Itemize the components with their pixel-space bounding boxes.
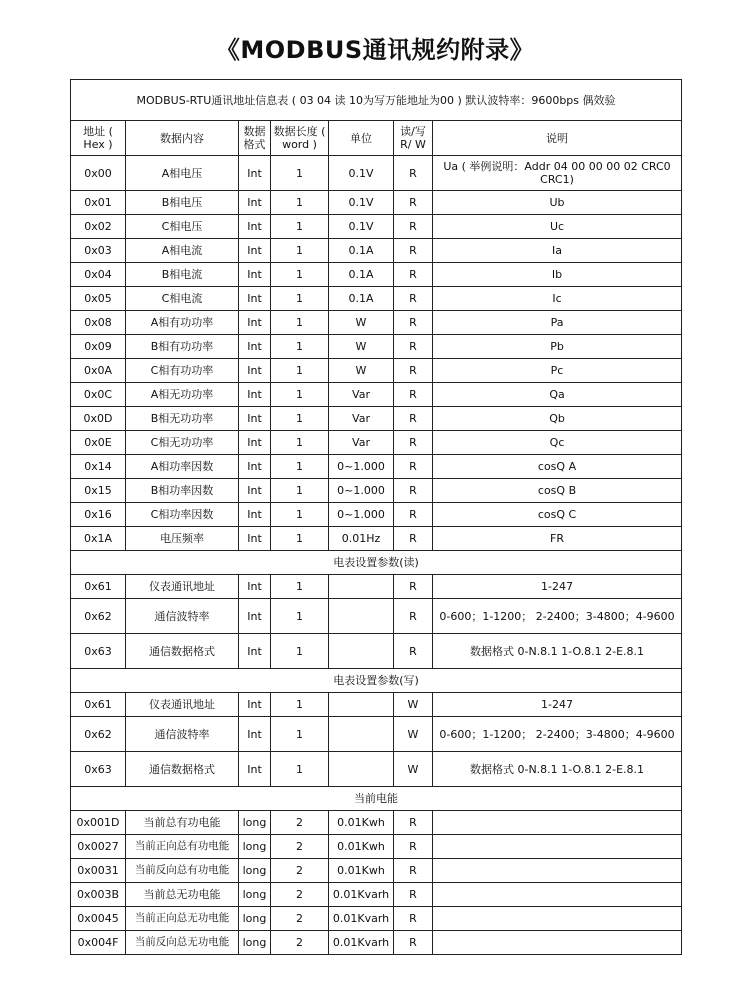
cell-addr: 0x004F (71, 931, 126, 955)
cell-desc: 数据格式 0-N.8.1 1-O.8.1 2-E.8.1 (433, 634, 682, 669)
cell-addr: 0x0027 (71, 835, 126, 859)
cell-content: B相电压 (126, 191, 239, 215)
cell-length: 1 (271, 287, 329, 311)
cell-unit: 0.01Kwh (329, 859, 394, 883)
cell-format: Int (239, 599, 271, 634)
cell-length: 1 (271, 455, 329, 479)
cell-content: C相电压 (126, 215, 239, 239)
cell-content: B相功率因数 (126, 479, 239, 503)
cell-unit: 0.1A (329, 287, 394, 311)
table-row (71, 527, 682, 551)
cell-unit: 0~1.000 (329, 479, 394, 503)
table-row (71, 811, 682, 835)
cell-content: B相电流 (126, 263, 239, 287)
cell-rw: R (394, 239, 433, 263)
cell-addr: 0x04 (71, 263, 126, 287)
cell-addr: 0x16 (71, 503, 126, 527)
cell-length: 1 (271, 359, 329, 383)
cell-rw: R (394, 883, 433, 907)
cell-length: 1 (271, 634, 329, 669)
cell-desc (433, 835, 682, 859)
cell-addr: 0x0A (71, 359, 126, 383)
section-row (71, 551, 682, 575)
cell-content: B相无功功率 (126, 407, 239, 431)
section-row (71, 787, 682, 811)
cell-unit: 0~1.000 (329, 503, 394, 527)
cell-desc: Uc (433, 215, 682, 239)
cell-content: C相无功功率 (126, 431, 239, 455)
cell-content: B相有功功率 (126, 335, 239, 359)
cell-addr: 0x0E (71, 431, 126, 455)
table-header-row (71, 121, 682, 156)
cell-desc: 0-600；1-1200； 2-2400；3-4800；4-9600 (433, 599, 682, 634)
cell-desc: Ib (433, 263, 682, 287)
modbus-address-table (70, 79, 682, 955)
table-row (71, 717, 682, 752)
cell-addr: 0x08 (71, 311, 126, 335)
cell-unit: Var (329, 431, 394, 455)
cell-addr: 0x63 (71, 752, 126, 787)
cell-rw: R (394, 191, 433, 215)
cell-format: long (239, 811, 271, 835)
cell-desc (433, 907, 682, 931)
cell-format: Int (239, 752, 271, 787)
table-row (71, 859, 682, 883)
cell-rw: W (394, 717, 433, 752)
table-row (71, 883, 682, 907)
header-length: 数据长度 ( word ) (271, 121, 329, 156)
cell-desc: FR (433, 527, 682, 551)
cell-content: C相功率因数 (126, 503, 239, 527)
cell-unit: 0~1.000 (329, 455, 394, 479)
cell-rw: R (394, 527, 433, 551)
cell-content: 当前正向总有功电能 (126, 835, 239, 859)
cell-format: Int (239, 455, 271, 479)
cell-unit (329, 634, 394, 669)
cell-length: 1 (271, 503, 329, 527)
table-row (71, 215, 682, 239)
cell-length: 2 (271, 907, 329, 931)
cell-rw: R (394, 287, 433, 311)
cell-length: 1 (271, 239, 329, 263)
cell-addr: 0x0C (71, 383, 126, 407)
cell-addr: 0x0D (71, 407, 126, 431)
cell-unit: 0.01Kvarh (329, 931, 394, 955)
table-row (71, 191, 682, 215)
cell-format: Int (239, 383, 271, 407)
cell-rw: R (394, 811, 433, 835)
cell-rw: R (394, 359, 433, 383)
cell-format: Int (239, 215, 271, 239)
cell-format: Int (239, 634, 271, 669)
table-row (71, 693, 682, 717)
cell-content: 电压频率 (126, 527, 239, 551)
cell-rw: R (394, 383, 433, 407)
table-row (71, 835, 682, 859)
cell-desc (433, 883, 682, 907)
cell-unit: Var (329, 383, 394, 407)
cell-unit: 0.1V (329, 191, 394, 215)
cell-content: 仪表通讯地址 (126, 693, 239, 717)
header-content: 数据内容 (126, 121, 239, 156)
table-row (71, 263, 682, 287)
cell-desc: Ua ( 举例说明：Addr 04 00 00 00 02 CRC0 CRC1) (433, 156, 682, 191)
cell-desc (433, 859, 682, 883)
cell-content: A相电流 (126, 239, 239, 263)
cell-unit: 0.01Kwh (329, 811, 394, 835)
cell-content: 通信波特率 (126, 717, 239, 752)
table-row (71, 156, 682, 191)
cell-unit: W (329, 335, 394, 359)
table-row (71, 359, 682, 383)
cell-content: A相电压 (126, 156, 239, 191)
table-row (71, 335, 682, 359)
cell-length: 1 (271, 335, 329, 359)
cell-desc (433, 931, 682, 955)
cell-format: Int (239, 287, 271, 311)
cell-format: Int (239, 156, 271, 191)
cell-length: 1 (271, 599, 329, 634)
cell-content: A相无功功率 (126, 383, 239, 407)
section-row (71, 669, 682, 693)
cell-desc: Qa (433, 383, 682, 407)
cell-unit (329, 717, 394, 752)
table-row (71, 479, 682, 503)
cell-rw: R (394, 407, 433, 431)
cell-length: 2 (271, 883, 329, 907)
cell-length: 1 (271, 717, 329, 752)
cell-content: 当前反向总无功电能 (126, 931, 239, 955)
cell-desc: Ia (433, 239, 682, 263)
cell-desc: cosQ A (433, 455, 682, 479)
header-format: 数据格式 (239, 121, 271, 156)
cell-unit (329, 752, 394, 787)
cell-unit (329, 693, 394, 717)
cell-content: 通信数据格式 (126, 752, 239, 787)
cell-format: long (239, 883, 271, 907)
section-title: 电表设置参数(写) (71, 669, 682, 693)
cell-rw: R (394, 156, 433, 191)
header-unit: 单位 (329, 121, 394, 156)
cell-unit: 0.01Kvarh (329, 883, 394, 907)
cell-format: Int (239, 407, 271, 431)
header-rw: 读/写 R/ W (394, 121, 433, 156)
cell-length: 1 (271, 383, 329, 407)
cell-desc: Qb (433, 407, 682, 431)
cell-length: 2 (271, 835, 329, 859)
cell-addr: 0x05 (71, 287, 126, 311)
cell-desc: Pb (433, 335, 682, 359)
table-row (71, 599, 682, 634)
cell-length: 1 (271, 215, 329, 239)
cell-rw: R (394, 479, 433, 503)
cell-format: Int (239, 191, 271, 215)
cell-length: 1 (271, 431, 329, 455)
cell-addr: 0x62 (71, 599, 126, 634)
table-row (71, 752, 682, 787)
cell-content: 通信数据格式 (126, 634, 239, 669)
cell-content: 当前反向总有功电能 (126, 859, 239, 883)
cell-format: Int (239, 311, 271, 335)
table-row (71, 239, 682, 263)
cell-format: Int (239, 503, 271, 527)
cell-format: Int (239, 263, 271, 287)
cell-addr: 0x14 (71, 455, 126, 479)
cell-desc: 1-247 (433, 693, 682, 717)
header-addr: 地址 ( Hex ) (71, 121, 126, 156)
cell-unit: W (329, 311, 394, 335)
cell-length: 1 (271, 752, 329, 787)
cell-desc: 0-600；1-1200； 2-2400；3-4800；4-9600 (433, 717, 682, 752)
cell-unit: 0.1A (329, 263, 394, 287)
cell-content: 当前总无功电能 (126, 883, 239, 907)
cell-rw: W (394, 693, 433, 717)
cell-format: long (239, 907, 271, 931)
cell-content: 当前总有功电能 (126, 811, 239, 835)
cell-addr: 0x62 (71, 717, 126, 752)
table-row (71, 634, 682, 669)
cell-length: 1 (271, 527, 329, 551)
cell-addr: 0x02 (71, 215, 126, 239)
cell-content: 当前正向总无功电能 (126, 907, 239, 931)
cell-rw: R (394, 907, 433, 931)
cell-format: Int (239, 527, 271, 551)
page-title: 《MODBUS通讯规约附录》 (215, 36, 535, 64)
cell-addr: 0x09 (71, 335, 126, 359)
cell-rw: W (394, 752, 433, 787)
cell-unit: 0.01Kwh (329, 835, 394, 859)
cell-addr: 0x61 (71, 575, 126, 599)
cell-rw: R (394, 455, 433, 479)
cell-desc: 数据格式 0-N.8.1 1-O.8.1 2-E.8.1 (433, 752, 682, 787)
cell-unit: Var (329, 407, 394, 431)
section-title: 当前电能 (71, 787, 682, 811)
cell-rw: R (394, 335, 433, 359)
cell-rw: R (394, 263, 433, 287)
cell-addr: 0x003B (71, 883, 126, 907)
cell-content: 仪表通讯地址 (126, 575, 239, 599)
cell-addr: 0x61 (71, 693, 126, 717)
cell-length: 1 (271, 263, 329, 287)
cell-format: Int (239, 431, 271, 455)
cell-rw: R (394, 575, 433, 599)
cell-content: C相有功功率 (126, 359, 239, 383)
cell-length: 1 (271, 693, 329, 717)
cell-addr: 0x1A (71, 527, 126, 551)
cell-format: long (239, 931, 271, 955)
table-caption-row (71, 80, 682, 121)
cell-desc: 1-247 (433, 575, 682, 599)
table-row (71, 907, 682, 931)
cell-format: Int (239, 335, 271, 359)
cell-rw: R (394, 859, 433, 883)
cell-desc: Pc (433, 359, 682, 383)
cell-content: 通信波特率 (126, 599, 239, 634)
cell-addr: 0x01 (71, 191, 126, 215)
table-row (71, 575, 682, 599)
cell-length: 2 (271, 931, 329, 955)
cell-length: 1 (271, 156, 329, 191)
cell-format: Int (239, 239, 271, 263)
cell-addr: 0x03 (71, 239, 126, 263)
cell-unit: 0.1V (329, 156, 394, 191)
cell-addr: 0x0045 (71, 907, 126, 931)
section-title: 电表设置参数(读) (71, 551, 682, 575)
cell-content: A相有功功率 (126, 311, 239, 335)
cell-desc (433, 811, 682, 835)
cell-rw: R (394, 215, 433, 239)
cell-format: Int (239, 359, 271, 383)
table-row (71, 311, 682, 335)
cell-length: 1 (271, 407, 329, 431)
cell-addr: 0x00 (71, 156, 126, 191)
cell-desc: Ic (433, 287, 682, 311)
cell-format: Int (239, 575, 271, 599)
cell-length: 2 (271, 859, 329, 883)
cell-content: C相电流 (126, 287, 239, 311)
table-row (71, 407, 682, 431)
cell-addr: 0x0031 (71, 859, 126, 883)
cell-rw: R (394, 599, 433, 634)
cell-addr: 0x63 (71, 634, 126, 669)
table-caption: MODBUS-RTU通讯地址信息表 ( 03 04 读 10为写万能地址为00 ) 默认波特率：9600bps 偶效验 (71, 80, 682, 121)
table-row (71, 931, 682, 955)
cell-format: Int (239, 717, 271, 752)
cell-unit: W (329, 359, 394, 383)
cell-format: Int (239, 693, 271, 717)
cell-unit: 0.1V (329, 215, 394, 239)
cell-desc: Pa (433, 311, 682, 335)
cell-length: 1 (271, 191, 329, 215)
cell-length: 2 (271, 811, 329, 835)
cell-rw: R (394, 311, 433, 335)
cell-desc: cosQ C (433, 503, 682, 527)
cell-length: 1 (271, 479, 329, 503)
table-row (71, 455, 682, 479)
cell-rw: R (394, 835, 433, 859)
cell-format: Int (239, 479, 271, 503)
cell-rw: R (394, 931, 433, 955)
cell-rw: R (394, 503, 433, 527)
cell-unit: 0.01Kvarh (329, 907, 394, 931)
cell-unit: 0.1A (329, 239, 394, 263)
cell-rw: R (394, 634, 433, 669)
cell-unit (329, 575, 394, 599)
cell-unit (329, 599, 394, 634)
table-row (71, 503, 682, 527)
cell-format: long (239, 859, 271, 883)
cell-desc: Ub (433, 191, 682, 215)
cell-desc: cosQ B (433, 479, 682, 503)
cell-rw: R (394, 431, 433, 455)
cell-desc: Qc (433, 431, 682, 455)
cell-format: long (239, 835, 271, 859)
cell-addr: 0x001D (71, 811, 126, 835)
header-desc: 说明 (433, 121, 682, 156)
table-row (71, 431, 682, 455)
cell-length: 1 (271, 311, 329, 335)
cell-length: 1 (271, 575, 329, 599)
table-row (71, 287, 682, 311)
cell-addr: 0x15 (71, 479, 126, 503)
cell-unit: 0.01Hz (329, 527, 394, 551)
table-row (71, 383, 682, 407)
cell-content: A相功率因数 (126, 455, 239, 479)
